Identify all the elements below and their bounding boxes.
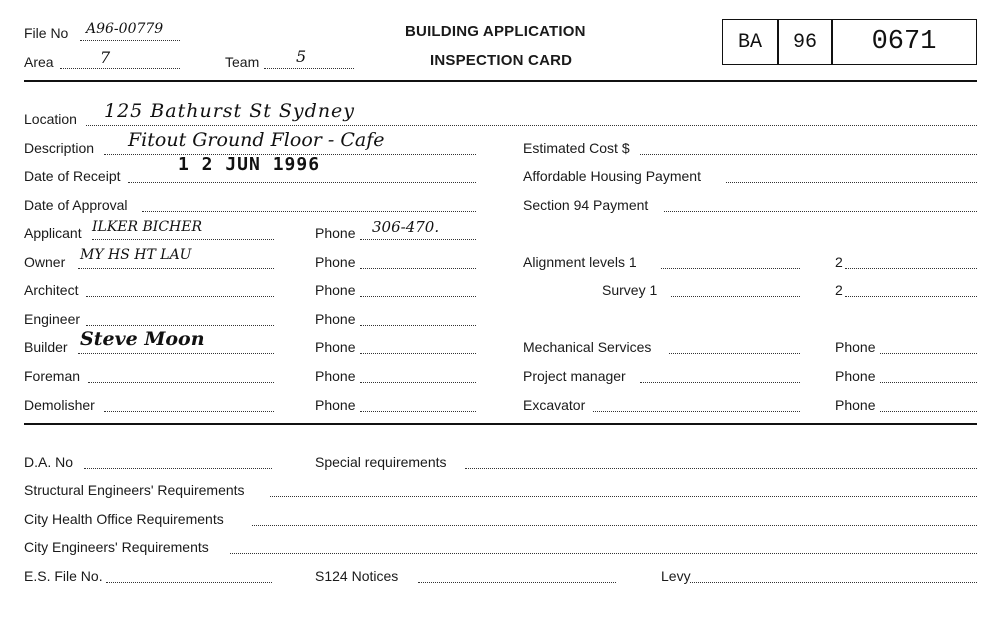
location-line — [86, 125, 977, 126]
alignment-2-label: 2 — [835, 254, 843, 270]
section94-label: Section 94 Payment — [523, 197, 649, 213]
area-label: Area — [24, 54, 54, 70]
levy-label: Levy — [661, 568, 691, 584]
applicant-phone-label: Phone — [315, 225, 356, 241]
es-file-no-label: E.S. File No. — [24, 568, 103, 584]
date-received-stamp: 1 2 JUN 1996 — [178, 154, 321, 175]
project-manager-phone-label: Phone — [835, 368, 876, 384]
survey-2-line — [845, 296, 977, 297]
special-requirements-line — [465, 468, 977, 469]
builder-line — [78, 353, 274, 354]
estimated-cost-label: Estimated Cost $ — [523, 140, 630, 156]
survey-label: Survey 1 — [602, 282, 658, 298]
es-file-no-line — [106, 582, 272, 583]
location-value[interactable]: 125 Bathurst St Sydney — [104, 100, 356, 122]
owner-phone-label: Phone — [315, 254, 356, 270]
city-engineers-requirements-label: City Engineers' Requirements — [24, 539, 209, 555]
alignment-levels-label: Alignment levels 1 — [523, 254, 637, 270]
levy-line — [690, 582, 977, 583]
survey-1-line — [671, 296, 800, 297]
team-line — [264, 68, 354, 69]
file-no-label: File No — [24, 25, 69, 41]
ref-year: 96 — [792, 30, 817, 54]
owner-value[interactable]: MY HS HT LAU — [80, 247, 192, 263]
architect-label: Architect — [24, 282, 79, 298]
excavator-phone-label: Phone — [835, 397, 876, 413]
foreman-phone-label: Phone — [315, 368, 356, 384]
da-no-line — [84, 468, 272, 469]
architect-line — [86, 296, 274, 297]
team-label: Team — [225, 54, 260, 70]
da-no-label: D.A. No — [24, 454, 74, 470]
special-requirements-label: Special requirements — [315, 454, 447, 470]
reference-number-box — [722, 19, 977, 65]
city-engineers-requirements-line — [230, 553, 977, 554]
excavator-line — [593, 411, 800, 412]
health-requirements-label: City Health Office Requirements — [24, 511, 224, 527]
alignment-1-line — [661, 268, 800, 269]
demolisher-phone-label: Phone — [315, 397, 356, 413]
applicant-phone-value[interactable]: 306-470. — [372, 218, 440, 236]
applicant-phone-line — [360, 239, 476, 240]
ref-prefix: BA — [737, 30, 762, 54]
header-divider — [24, 80, 977, 82]
affordable-housing-label: Affordable Housing Payment — [523, 168, 701, 184]
foreman-label: Foreman — [24, 368, 81, 384]
date-receipt-line — [128, 182, 476, 183]
structural-requirements-line — [270, 496, 977, 497]
foreman-line — [88, 382, 274, 383]
engineer-label: Engineer — [24, 311, 81, 327]
affordable-housing-line — [726, 182, 977, 183]
team-value[interactable]: 5 — [296, 47, 307, 66]
foreman-phone-line — [360, 382, 476, 383]
details-divider — [24, 423, 977, 425]
survey-2-label: 2 — [835, 282, 843, 298]
engineer-line — [86, 325, 274, 326]
date-receipt-label: Date of Receipt — [24, 168, 121, 184]
builder-phone-line — [360, 353, 476, 354]
excavator-phone-line — [880, 411, 977, 412]
form-title-line2: INSPECTION CARD — [430, 52, 573, 69]
file-no-line — [80, 40, 180, 41]
file-no-value[interactable]: A96-00779 — [86, 21, 164, 37]
ref-number: 0671 — [871, 27, 937, 57]
structural-requirements-label: Structural Engineers' Requirements — [24, 482, 245, 498]
owner-line — [78, 268, 274, 269]
owner-phone-line — [360, 268, 476, 269]
section94-line — [664, 211, 977, 212]
description-label: Description — [24, 140, 95, 156]
date-approval-line — [142, 211, 476, 212]
area-value[interactable]: 7 — [100, 48, 111, 67]
architect-phone-label: Phone — [315, 282, 356, 298]
demolisher-label: Demolisher — [24, 397, 95, 413]
demolisher-line — [104, 411, 274, 412]
mechanical-services-label: Mechanical Services — [523, 339, 652, 355]
s124-notices-line — [418, 582, 616, 583]
alignment-2-line — [845, 268, 977, 269]
demolisher-phone-line — [360, 411, 476, 412]
area-line — [60, 68, 180, 69]
owner-label: Owner — [24, 254, 66, 270]
form-title-line1: BUILDING APPLICATION — [405, 23, 586, 40]
project-manager-phone-line — [880, 382, 977, 383]
estimated-cost-line — [640, 154, 977, 155]
builder-phone-label: Phone — [315, 339, 356, 355]
applicant-line — [92, 239, 274, 240]
mechanical-services-line — [669, 353, 800, 354]
engineer-phone-line — [360, 325, 476, 326]
builder-label: Builder — [24, 339, 68, 355]
applicant-label: Applicant — [24, 225, 82, 241]
s124-notices-label: S124 Notices — [315, 568, 399, 584]
engineer-phone-label: Phone — [315, 311, 356, 327]
project-manager-label: Project manager — [523, 368, 626, 384]
description-value[interactable]: Fitout Ground Floor - Cafe — [128, 129, 385, 151]
excavator-label: Excavator — [523, 397, 586, 413]
project-manager-line — [640, 382, 800, 383]
builder-value[interactable]: Steve Moon — [80, 328, 205, 350]
architect-phone-line — [360, 296, 476, 297]
location-label: Location — [24, 111, 77, 127]
applicant-value[interactable]: ILKER BICHER — [92, 219, 202, 235]
health-requirements-line — [252, 525, 977, 526]
mechanical-phone-label: Phone — [835, 339, 876, 355]
mechanical-phone-line — [880, 353, 977, 354]
date-approval-label: Date of Approval — [24, 197, 128, 213]
